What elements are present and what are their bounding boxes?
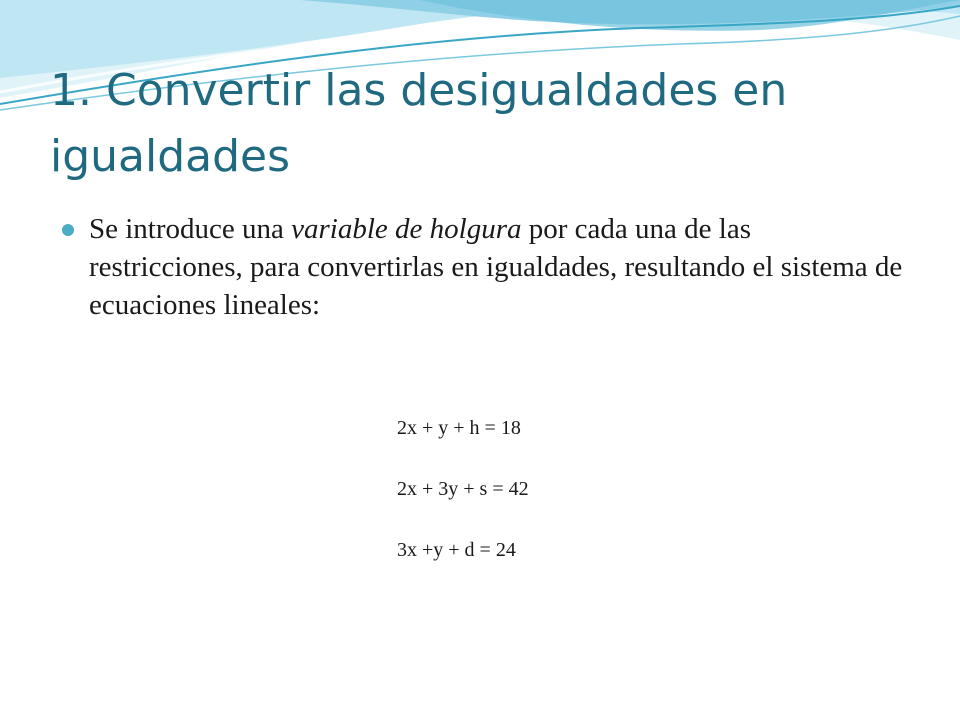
bullet-item [60, 210, 910, 324]
bullet-text-end: por cada una de las restricciones, para convertirlas en igualdades, resultando el sistema de ecuaciones lineales: [89, 213, 903, 321]
bullet-text-start: Se introduce una [89, 213, 292, 245]
bullet-emphasis: variable de holgura [291, 213, 522, 245]
slide-title: 1. Convertir las desigualdades en igualdades [50, 65, 788, 182]
equation-3: 3x +y + d = 24 [397, 539, 516, 561]
equation-list [397, 413, 717, 596]
equation-1: 2x + y + h = 18 [397, 417, 521, 439]
bullet-text [89, 210, 910, 324]
bullet-dot-icon [62, 224, 74, 236]
equation-2: 2x + 3y + s = 42 [397, 478, 529, 500]
